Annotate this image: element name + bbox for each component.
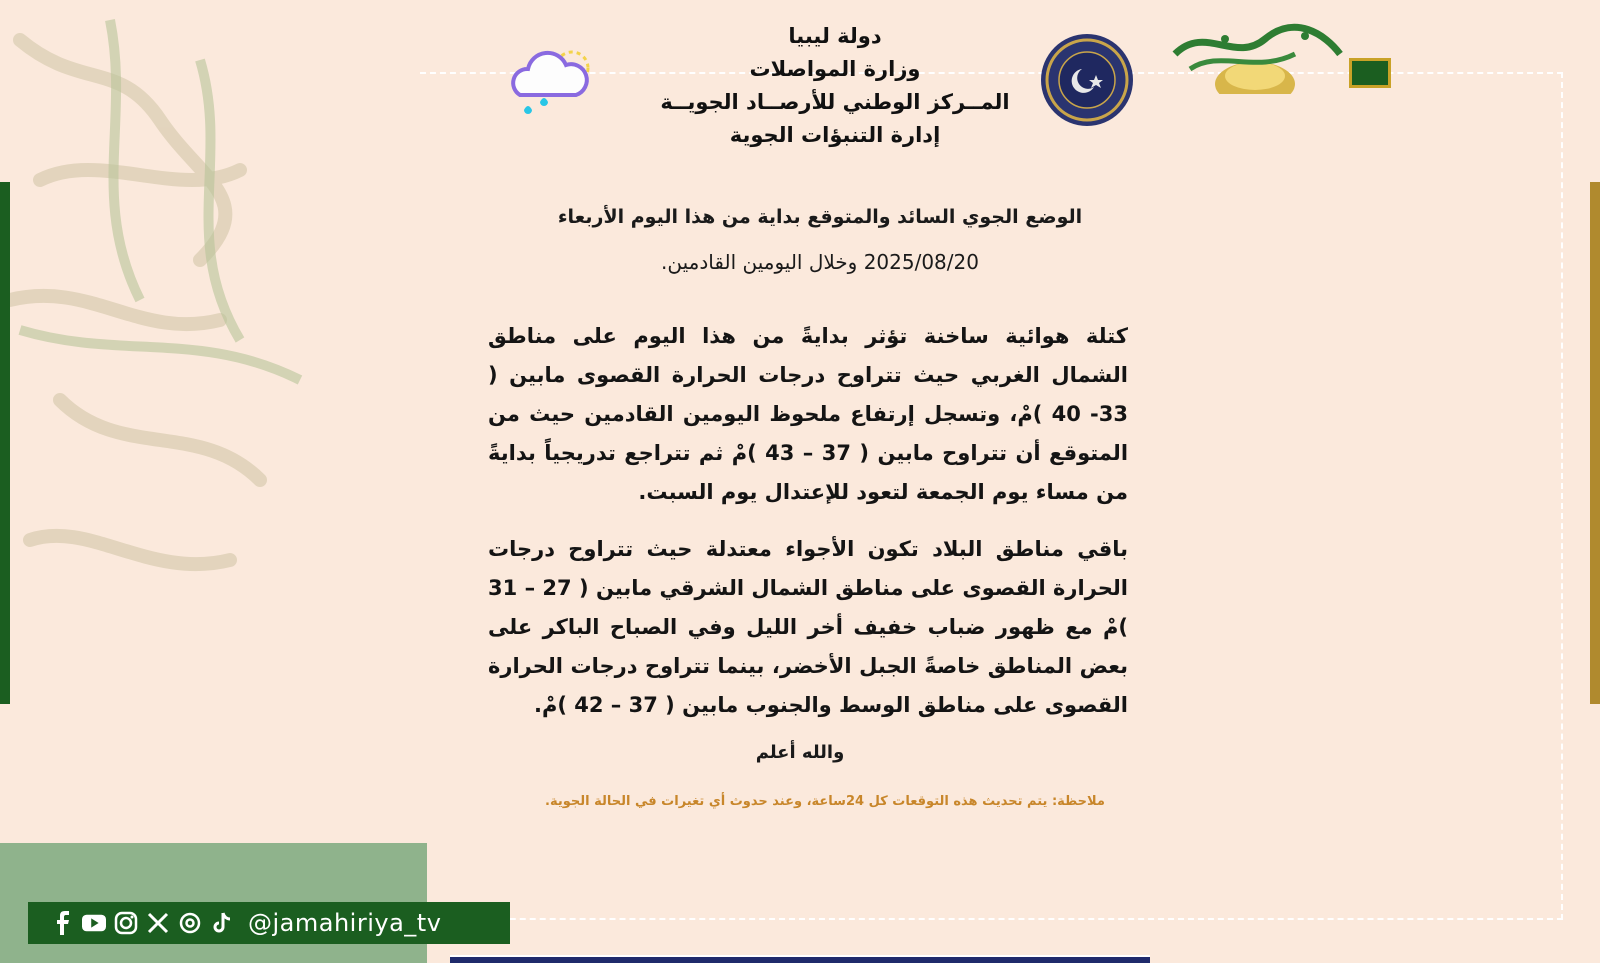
social-bar <box>28 902 510 944</box>
x-icon[interactable] <box>146 911 170 935</box>
header-country: دولة ليبيا <box>788 24 882 48</box>
closing-phrase: والله أعلم <box>755 742 845 763</box>
instagram-icon[interactable] <box>114 911 138 935</box>
youtube-icon[interactable] <box>82 911 106 935</box>
threads-icon[interactable] <box>178 911 202 935</box>
header-ministry: وزارة المواصلات <box>749 57 921 81</box>
update-note: ملاحظة: يتم تحديث هذه التوقعات كل 24ساعة، وعند حدوث أي تغيرات في الحالة الجوية. <box>545 794 1105 809</box>
forecast-paragraph-rest: باقي مناطق البلاد تكون الأجواء معتدلة حيث تتراوح درجات الحرارة القصوى على مناطق الشمال الشرقي مابين ( 27 – 31 )مْ مع ظهور ضباب خفيف أخر الليل وفي الصباح الباكر على بعض المناطق خاصةً الجبل الأخضر، بينما تتراوح درجات الحرارة القصوى على مناطق الوسط والجنوب مابين ( 37 – 42 )مْ. <box>488 537 1128 717</box>
channel-logo <box>1165 14 1345 94</box>
forecast-date: 2025/08/20 وخلال اليومين القادمين. <box>661 250 979 274</box>
agency-header <box>620 20 1050 152</box>
flag-square <box>1349 58 1391 88</box>
social-handle[interactable]: @jamahiriya_tv <box>248 909 442 937</box>
left-green-bar <box>0 182 10 704</box>
bottom-stripe <box>450 955 1150 963</box>
ministry-seal <box>1040 33 1134 127</box>
facebook-icon[interactable] <box>50 911 74 935</box>
forecast-paragraph-northwest: كتلة هوائية ساخنة تؤثر بدايةً من هذا اليوم على مناطق الشمال الغربي حيث تتراوح درجات الحرارة القصوى مابين ( 33- 40 )مْ، وتسجل إرتفاع ملحوظ اليومين القادمين حيث من المتوقع أن تتراوح مابين ( 37 – 43 )مْ ثم تتراجع تدريجياً بدايةً من مساء يوم الجمعة لتعود للإعتدال يوم السبت. <box>488 324 1129 504</box>
tiktok-icon[interactable] <box>210 911 234 935</box>
forecast-title: الوضع الجوي السائد والمتوقع بداية من هذا اليوم الأربعاء <box>557 206 1083 228</box>
header-department: إدارة التنبؤات الجوية <box>729 123 941 147</box>
calligraphy-decoration <box>0 0 330 700</box>
cloud-rain-icon <box>500 40 620 125</box>
right-gold-bar <box>1590 182 1600 704</box>
header-center: المــركز الوطني للأرصــاد الجويــة <box>660 90 1010 114</box>
